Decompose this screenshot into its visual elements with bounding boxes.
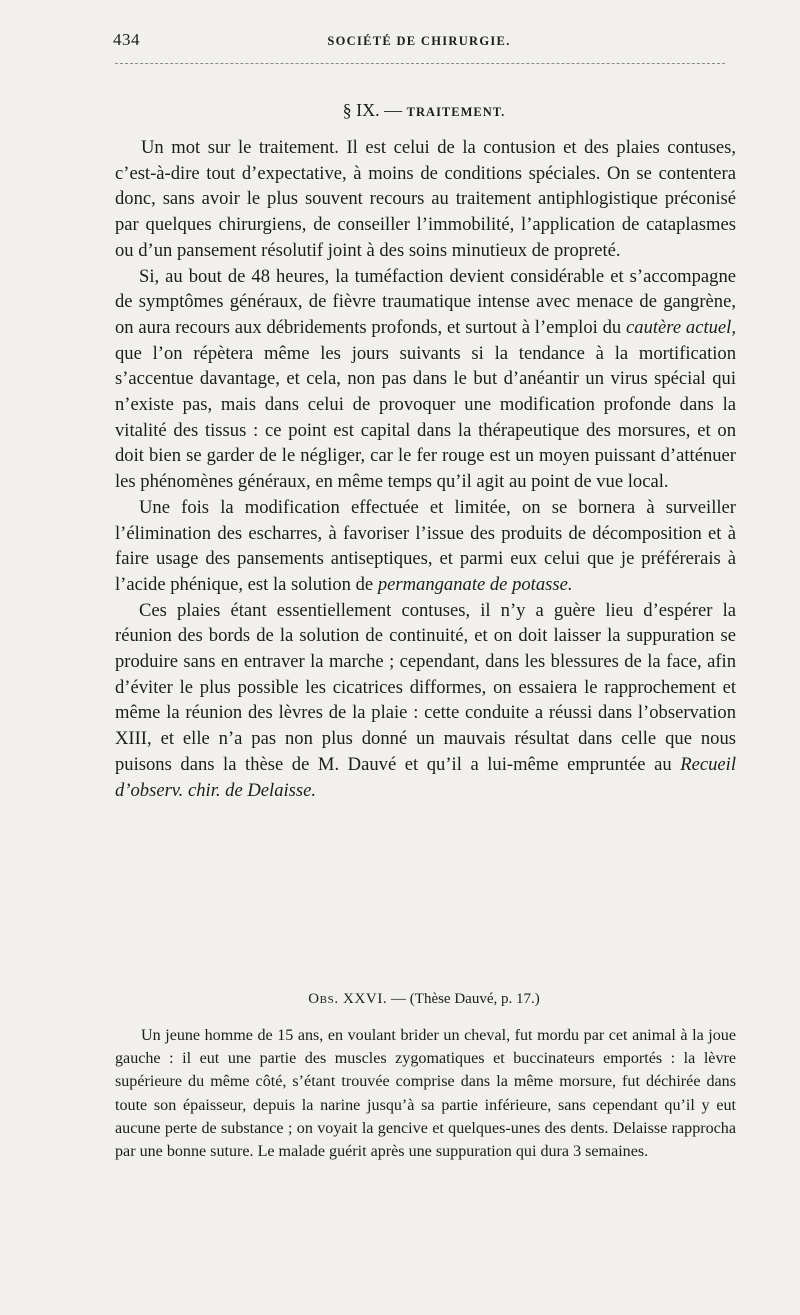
paragraph-4-emphasis: Recueil d’observ. chir. de Delaisse. [115,753,736,801]
observation-label: Obs. XXVI. [308,991,388,1007]
paragraph-4 [115,598,736,804]
page-number: 434 [113,30,140,49]
paragraph-3-text-before: Une fois la modification effectuée et limitée, on se bornera à surveiller l’élimination des escharres, à favoriser l’issue des produits de décomposition et à faire usage des pansements antiseptiques, et parmi eux celui que je préférerais à l’acide phénique, est la solution de [115,496,736,595]
paragraph-1 [115,135,736,264]
section-number: § IX. — [342,100,403,120]
paragraph-2-emphasis: cautère actuel, [626,316,736,338]
body-text [115,135,736,803]
paragraph-2-text-before: Si, au bout de 48 heures, la tuméfaction devient considérable et s’accompagne de symptômes généraux, de fièvre traumatique intense avec menace de gangrène, on aura recours aux débridements profonds, et surtout à l’emploi du [115,265,736,338]
paragraph-4-text-before: Ces plaies étant essentiellement contuses, il n’y a guère lieu d’espérer la réunion des bords de la solution de continuité, et on doit laisser la suppuration se produire sans en entraver la marche ; cependant, dans les blessures de la face, afin d’éviter le plus possible les cicatrices difformes, on essaiera le rapprochement et même la réunion des lèvres de la plaie : cette conduite a réussi dans l’observation XIII, et elle n’a pas non plus donné un mauvais résultat dans celle que nous puisons dans la thèse de M. Dauvé et qu’il a lui-même empruntée au [115,599,736,775]
paragraph-2-text-after: que l’on répètera même les jours suivants si la tendance à la mortification s’accentue davantage, et cela, non pas dans le but d’anéantir un virus spécial qui n’existe pas, mais dans celui de provoquer une modification profonde dans la vitalité des tissus : ce point est capital dans la thérapeutique des morsures, et on doit bien se garder de le négliger, car le fer rouge est un moyen puissant d’atténuer les phénomènes généraux, en même temps qu’il agit au point de vue local. [115,342,736,493]
paragraph-3 [115,495,736,598]
observation-paragraph-text: Un jeune homme de 15 ans, en voulant brider un cheval, fut mordu par cet animal à la joue gauche : il eut une partie des muscles zygomatiques et buccinateurs emportés : la lèvre supérieure du même côté, s’étant trouvée comprise dans la même morsure, fut déchirée dans toute son épaisseur, depuis la narine jusqu’à sa partie inférieure, sans cependant qu’il y eut aucune perte de substance ; on voyait la gencive et quelques-unes des dents. Delaisse rapprocha par une bonne suture. Le malade guérit après une suppuration qui dura 3 semaines. [115,1027,736,1161]
observation-source: — (Thèse Dauvé, p. 17.) [391,991,540,1007]
running-head [113,26,725,56]
header-rule [115,63,725,64]
section-heading [113,96,735,126]
section-title: TRAITEMENT. [406,105,506,119]
observation-paragraph [115,1024,736,1163]
observation-text [115,1024,736,1163]
journal-title: SOCIÉTÉ DE CHIRURGIE. [327,34,511,48]
observation-heading [113,988,735,1010]
paragraph-3-emphasis: permanganate de potasse. [377,573,573,595]
paragraph-2 [115,264,736,495]
paragraph-1-text: Un mot sur le traitement. Il est celui de la contusion et des plaies contuses, c’est-à-dire tout d’expectative, à moins de conditions spéciales. On se contentera donc, sans avoir le plus souvent recours au traitement antiphlogistique préconisé par quelques chirurgiens, de conseiller l’immobilité, l’application de cataplasmes ou d’un pansement résolutif joint à des soins minutieux de propreté. [115,137,736,261]
